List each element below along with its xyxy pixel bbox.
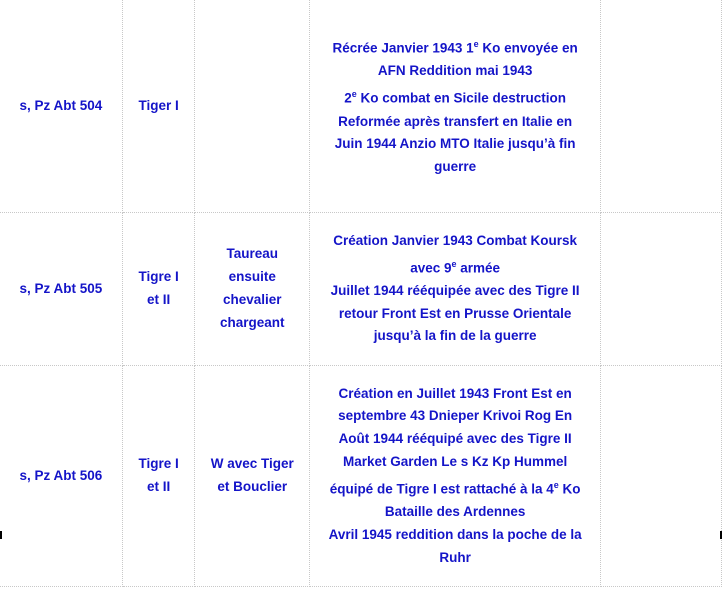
history-line: jusqu’à la fin de la guerre xyxy=(373,328,537,344)
emblem-cell xyxy=(195,213,310,366)
history-line: Création Janvier 1943 Combat Koursk xyxy=(333,232,578,248)
history-line: Bataille des Ardennes xyxy=(384,504,526,520)
history-cell xyxy=(310,213,601,366)
tank-type-line: Tiger I xyxy=(138,97,179,113)
history-cell xyxy=(310,0,601,213)
tank-type-cell xyxy=(123,213,196,366)
history-line: retour Front Est en Prusse Orientale xyxy=(338,305,572,321)
emblem-line: ensuite xyxy=(228,269,276,285)
unit-name-cell: s, Pz Abt 504 xyxy=(0,0,123,213)
emblem-cell xyxy=(195,366,310,587)
history-line: guerre xyxy=(434,159,477,175)
table-edge-marker xyxy=(0,531,2,539)
emblem-cell xyxy=(195,0,310,213)
emblem-line: W avec Tiger xyxy=(210,456,294,472)
empty-cell xyxy=(601,366,722,587)
history-line: Août 1944 rééquipé avec des Tigre II xyxy=(338,431,572,447)
emblem-line: chevalier xyxy=(222,292,282,307)
history-line: équipé de Tigre I est rattaché à la 4e Ko xyxy=(329,479,581,497)
empty-cell xyxy=(601,213,722,366)
tank-type-line: Tigre I xyxy=(138,269,179,285)
unit-name-cell: s, Pz Abt 506 xyxy=(0,366,123,587)
table-row xyxy=(0,213,722,366)
table-row xyxy=(0,0,722,213)
table-edge-marker xyxy=(720,531,722,539)
tank-type-line: et II xyxy=(146,479,171,494)
history-line: Market Garden Le s Kz Kp Hummel xyxy=(342,453,568,469)
tank-type-cell xyxy=(123,0,196,213)
history-line: Reformée après transfert en Italie en xyxy=(338,113,573,129)
unit-name-cell: s, Pz Abt 505 xyxy=(0,213,123,366)
tank-type-line: et II xyxy=(146,292,171,307)
empty-cell xyxy=(601,0,722,213)
tank-type-cell xyxy=(123,366,196,587)
history-line: avec 9e armée xyxy=(410,258,501,276)
history-line: Ruhr xyxy=(439,549,471,565)
history-cell xyxy=(310,366,601,587)
tank-type-line: Tigre I xyxy=(138,456,179,472)
history-line: Création en Juillet 1943 Front Est en xyxy=(338,385,572,401)
history-line: Juillet 1944 rééquipée avec des Tigre II xyxy=(330,282,580,298)
emblem-line: et Bouclier xyxy=(217,479,288,494)
emblem-line: Taureau xyxy=(226,246,278,262)
history-line: Récrée Janvier 1943 1e Ko envoyée en xyxy=(332,39,578,56)
emblem-line: chargeant xyxy=(219,314,285,330)
history-line: 2e Ko combat en Sicile destruction xyxy=(344,89,567,106)
history-line: septembre 43 Dnieper Krivoi Rog En xyxy=(338,408,573,424)
table-row xyxy=(0,366,722,587)
history-line: AFN Reddition mai 1943 xyxy=(377,63,533,79)
history-line: Avril 1945 reddition dans la poche de la xyxy=(328,526,582,542)
history-line: Juin 1944 Anzio MTO Italie jusqu’à fin xyxy=(334,136,576,152)
